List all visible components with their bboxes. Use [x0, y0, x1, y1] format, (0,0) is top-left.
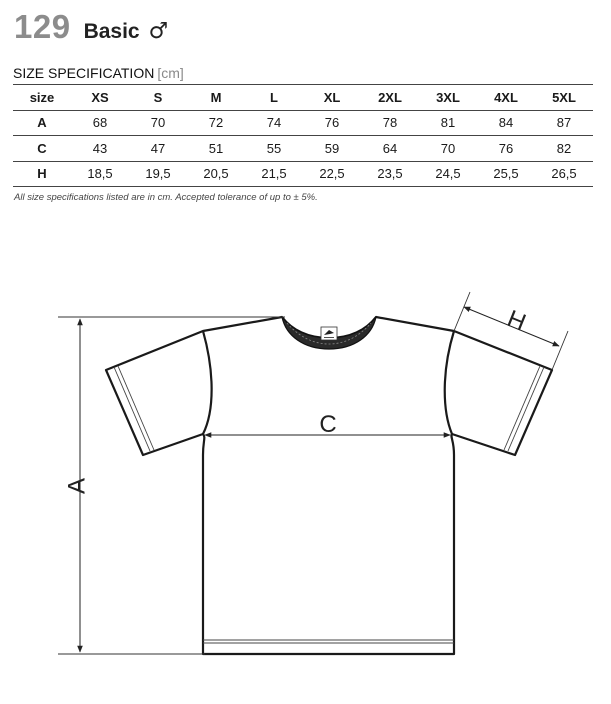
- table-cell: 84: [477, 110, 535, 136]
- table-cell: 87: [535, 110, 593, 136]
- label-h: H: [503, 305, 530, 337]
- table-cell: 74: [245, 110, 303, 136]
- tolerance-note: All size specifications listed are in cm. Accepted tolerance of up to ± 5%.: [14, 192, 318, 203]
- table-cell: 47: [129, 136, 187, 162]
- row-label: H: [13, 161, 71, 187]
- column-header: 3XL: [419, 85, 477, 111]
- table-cell: 23,5: [361, 161, 419, 187]
- row-label: C: [13, 136, 71, 162]
- label-c: C: [319, 411, 337, 438]
- dimension-a: [58, 317, 285, 654]
- column-header: 5XL: [535, 85, 593, 111]
- neck-label: [321, 327, 337, 340]
- table-cell: 76: [477, 136, 535, 162]
- table-cell: 81: [419, 110, 477, 136]
- column-header: L: [245, 85, 303, 111]
- table-cell: 26,5: [535, 161, 593, 187]
- table-cell: 55: [245, 136, 303, 162]
- column-header: M: [187, 85, 245, 111]
- table-cell: 78: [361, 110, 419, 136]
- male-symbol-icon: ♂: [148, 19, 169, 44]
- table-cell: 20,5: [187, 161, 245, 187]
- table-cell: 68: [71, 110, 129, 136]
- column-header: 4XL: [477, 85, 535, 111]
- table-cell: 70: [129, 110, 187, 136]
- column-header: size: [13, 85, 71, 111]
- label-a: A: [63, 477, 91, 495]
- stitch-lines: [114, 366, 544, 643]
- table-cell: 24,5: [419, 161, 477, 187]
- model-number: 129: [14, 8, 71, 45]
- row-label: A: [13, 110, 71, 136]
- dimension-h: [454, 292, 568, 370]
- column-header: XL: [303, 85, 361, 111]
- table-cell: 25,5: [477, 161, 535, 187]
- spec-title-text: SIZE SPECIFICATION: [13, 65, 155, 81]
- model-name: Basic: [83, 20, 140, 43]
- table-cell: 21,5: [245, 161, 303, 187]
- table-cell: 72: [187, 110, 245, 136]
- table-cell: 70: [419, 136, 477, 162]
- table-cell: 22,5: [303, 161, 361, 187]
- column-header: XS: [71, 85, 129, 111]
- table-cell: 51: [187, 136, 245, 162]
- table-cell: 43: [71, 136, 129, 162]
- table-cell: 18,5: [71, 161, 129, 187]
- table-cell: 76: [303, 110, 361, 136]
- column-header: S: [129, 85, 187, 111]
- table-cell: 82: [535, 136, 593, 162]
- tshirt-outline: [106, 317, 552, 654]
- spec-unit: [cm]: [157, 65, 184, 81]
- table-cell: 64: [361, 136, 419, 162]
- table-cell: 59: [303, 136, 361, 162]
- column-header: 2XL: [361, 85, 419, 111]
- dimension-c: [205, 411, 450, 438]
- table-cell: 19,5: [129, 161, 187, 187]
